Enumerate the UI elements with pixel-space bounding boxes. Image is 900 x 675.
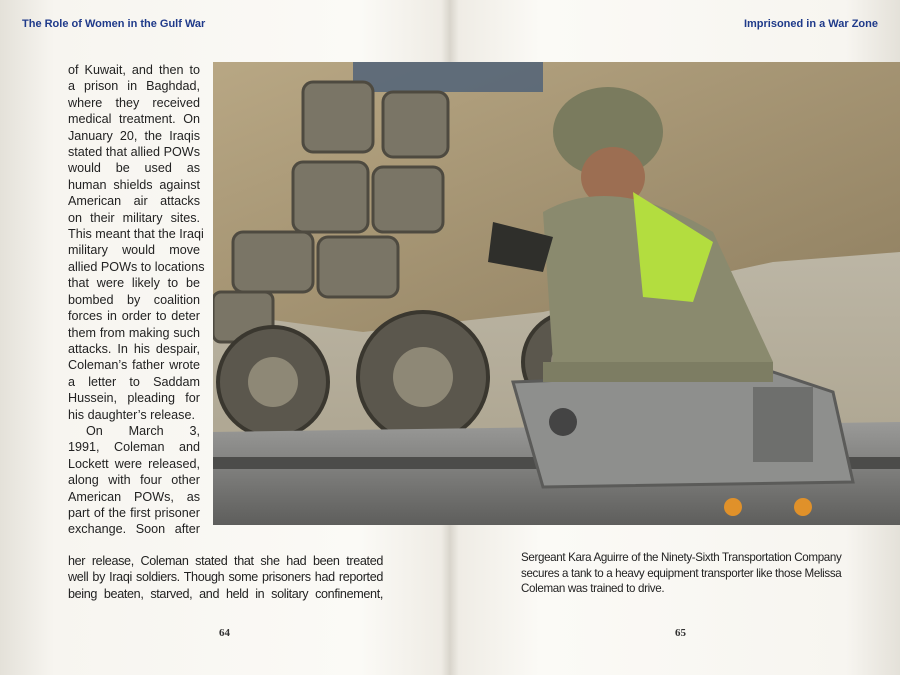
- caption-line: secures a tank to a heavy equipment transporter like those Melissa: [521, 566, 842, 580]
- body-line: along with four other: [68, 473, 200, 488]
- body-line: military would move: [68, 243, 200, 258]
- body-line: well by Iraqi soldiers. Though some prisoners had reported: [68, 570, 383, 585]
- body-line: of Kuwait, and then to: [68, 63, 200, 77]
- body-line: Lockett were released,: [68, 456, 200, 471]
- body-line: exchange. Soon after: [68, 522, 200, 537]
- body-line: American POWs, as: [68, 489, 200, 504]
- body-line: allied POWs to locations: [68, 259, 205, 274]
- body-line: his daughter’s release.: [68, 407, 195, 422]
- body-line: a prison in Baghdad,: [68, 79, 200, 94]
- body-line: a letter to Saddam: [68, 374, 200, 389]
- body-line: stated that allied POWs: [68, 145, 200, 160]
- page-number-right: 65: [675, 627, 686, 639]
- body-line: medical treatment. On: [68, 112, 200, 127]
- body-line: This meant that the Iraqi: [68, 227, 204, 242]
- body-line: them from making such: [68, 325, 200, 340]
- body-line: where they received: [68, 95, 200, 110]
- body-line: forces in order to deter: [68, 309, 200, 324]
- caption-line: Coleman was trained to drive.: [521, 582, 665, 596]
- photo-caption: [521, 550, 841, 597]
- soldier-tank-photo: [213, 62, 900, 525]
- body-line: on their military sites.: [68, 210, 200, 225]
- body-text-column: [68, 62, 205, 538]
- running-head-right: Imprisoned in a War Zone: [743, 18, 878, 30]
- body-line: human shields against: [68, 177, 200, 192]
- page-number-left: 64: [219, 627, 230, 639]
- body-line: Hussein, pleading for: [68, 391, 200, 406]
- body-line: American air attacks: [68, 194, 200, 209]
- body-line: her release, Coleman stated that she had been treated: [68, 554, 383, 568]
- body-line: Coleman’s father wrote: [68, 358, 200, 373]
- body-line: 1991, Coleman and: [68, 440, 200, 455]
- caption-line: Sergeant Kara Aguirre of the Ninety-Sixth Transportation Company: [521, 551, 842, 564]
- body-line: part of the first prisoner: [68, 505, 200, 520]
- body-line: January 20, the Iraqis: [68, 128, 200, 143]
- body-line: bombed by coalition: [68, 292, 200, 307]
- body-text-continuation: [68, 553, 383, 602]
- running-head-left: The Role of Women in the Gulf War: [22, 18, 206, 30]
- body-line: that were likely to be: [68, 276, 200, 291]
- body-line: being beaten, starved, and held in solitary confinement,: [68, 586, 383, 601]
- body-line: would be used as: [68, 161, 200, 176]
- body-line: attacks. In his despair,: [68, 341, 200, 356]
- photo-illustration: [213, 62, 900, 525]
- body-line: On March 3,: [86, 423, 200, 438]
